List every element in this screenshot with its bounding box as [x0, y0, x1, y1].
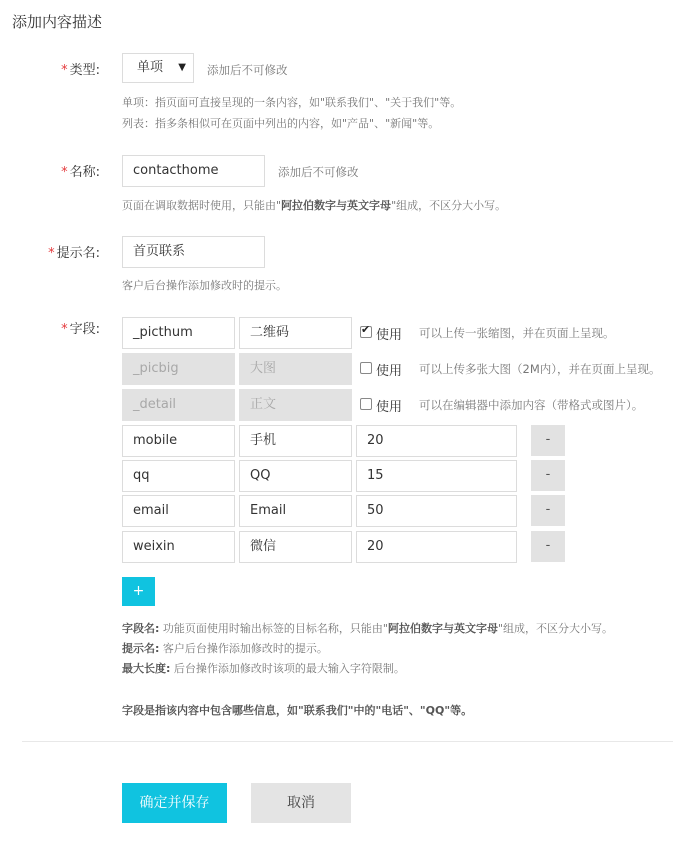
- field-name-help-prefix: 功能页面使用时输出标签的目标名称，只能由": [162, 622, 388, 635]
- caret-down-icon: ▼: [178, 62, 186, 73]
- required-mark: *: [48, 246, 55, 261]
- type-label-text: 类型:: [69, 63, 100, 78]
- field-name-help: [122, 619, 613, 639]
- field-name-input: _detail: [122, 389, 235, 421]
- page-title: 添加内容描述: [12, 13, 103, 31]
- prompt-help: 客户后台操作添加修改时的提示。: [122, 279, 287, 292]
- divider: [22, 741, 673, 742]
- field-desc: 可以上传多张大图（2M内），并在页面上呈现。: [419, 362, 661, 376]
- field-name-input[interactable]: email: [122, 495, 235, 527]
- field-title-input[interactable]: 手机: [239, 425, 352, 457]
- save-button[interactable]: 确定并保存: [122, 783, 227, 823]
- field-name-input: _picbig: [122, 353, 235, 385]
- cancel-button[interactable]: 取消: [251, 783, 351, 823]
- prompt-name-help: [122, 639, 328, 659]
- prompt-label-text: 提示名:: [56, 246, 100, 261]
- field-maxlen-input[interactable]: 15: [356, 460, 517, 492]
- name-help-bold: 阿拉伯数字与英文字母: [281, 199, 392, 212]
- type-help-list: 列表：指多条相似可在页面中列出的内容，如"产品"、"新闻"等。: [122, 117, 440, 130]
- fields-note: [122, 701, 472, 721]
- maxlen-help: [122, 659, 405, 679]
- field-name-help-suffix: "组成，不区分大小写。: [497, 622, 614, 635]
- field-desc: 可以上传一张缩图，并在页面上呈现。: [419, 326, 615, 340]
- use-label: 使用: [376, 400, 403, 415]
- fields-label: [0, 318, 100, 337]
- maxlen-help-label: 最大长度:: [122, 662, 171, 675]
- field-title-input[interactable]: 二维码: [239, 317, 352, 349]
- name-label: [0, 161, 100, 180]
- remove-field-button[interactable]: -: [531, 495, 565, 526]
- type-select[interactable]: [122, 53, 194, 83]
- name-help-suffix: "组成，不区分大小写。: [391, 199, 507, 212]
- field-name-input[interactable]: _picthum: [122, 317, 235, 349]
- prompt-name-help-label: 提示名:: [122, 642, 160, 655]
- prompt-name-help-text: 客户后台操作添加修改时的提示。: [162, 642, 328, 655]
- field-title-input[interactable]: 微信: [239, 531, 352, 563]
- use-checkbox[interactable]: [360, 398, 372, 410]
- required-mark: *: [61, 63, 68, 78]
- use-label: 使用: [376, 364, 403, 379]
- name-help-prefix: 页面在调取数据时使用，只能由": [122, 199, 282, 212]
- type-help-single: 单项：指页面可直接呈现的一条内容，如"联系我们"、"关于我们"等。: [122, 96, 462, 109]
- use-checkbox[interactable]: [360, 362, 372, 374]
- field-name-help-bold: 阿拉伯数字与英文字母: [387, 622, 498, 635]
- prompt-input[interactable]: 首页联系: [122, 236, 265, 268]
- field-name-input[interactable]: mobile: [122, 425, 235, 457]
- field-desc: 可以在编辑器中添加内容（带格式或图片）。: [419, 398, 644, 412]
- remove-field-button[interactable]: -: [531, 425, 565, 456]
- field-title-input: 正文: [239, 389, 352, 421]
- type-hint: 添加后不可修改: [207, 63, 288, 77]
- fields-note-text: 字段是指该内容中包含哪些信息，如"联系我们"中的"电话"、"QQ"等。: [122, 704, 473, 717]
- maxlen-help-text: 后台操作添加修改时该项的最大输入字符限制。: [173, 662, 405, 675]
- type-select-value: 单项: [137, 60, 164, 75]
- name-label-text: 名称:: [69, 165, 100, 180]
- field-maxlen-input[interactable]: 20: [356, 425, 517, 457]
- field-maxlen-input[interactable]: 50: [356, 495, 517, 527]
- fields-label-text: 字段:: [69, 322, 100, 337]
- type-label: [0, 59, 100, 78]
- add-field-button[interactable]: +: [122, 577, 155, 606]
- use-checkbox[interactable]: [360, 326, 372, 338]
- field-name-input[interactable]: qq: [122, 460, 235, 492]
- name-hint: 添加后不可修改: [278, 165, 359, 179]
- required-mark: *: [61, 322, 68, 337]
- field-maxlen-input[interactable]: 20: [356, 531, 517, 563]
- remove-field-button[interactable]: -: [531, 531, 565, 562]
- use-label: 使用: [376, 328, 403, 343]
- field-title-input[interactable]: QQ: [239, 460, 352, 492]
- field-title-input[interactable]: Email: [239, 495, 352, 527]
- remove-field-button[interactable]: -: [531, 460, 565, 491]
- prompt-label: [0, 242, 100, 261]
- field-name-input[interactable]: weixin: [122, 531, 235, 563]
- name-input[interactable]: contacthome: [122, 155, 265, 187]
- field-title-input: 大图: [239, 353, 352, 385]
- required-mark: *: [61, 165, 68, 180]
- name-help: [122, 196, 506, 216]
- field-name-help-label: 字段名:: [122, 622, 160, 635]
